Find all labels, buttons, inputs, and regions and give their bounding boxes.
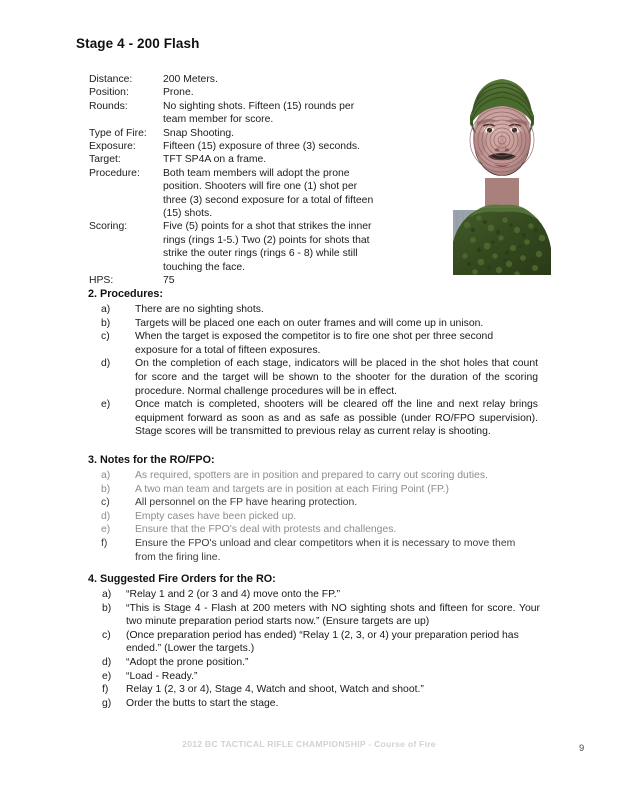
list-item-text: Empty cases have been picked up. (135, 510, 297, 522)
list-item-text: “Relay 1 and 2 (or 3 and 4) move onto the FP.” (126, 589, 341, 600)
list-item-text: “Adopt the prone position.” (126, 656, 249, 668)
spec-value: Prone. (163, 87, 194, 99)
spec-value: TFT SP4A on a frame. (163, 154, 267, 166)
spec-row (89, 167, 379, 221)
spec-label: Target: (89, 154, 121, 166)
list-item-text: (Once preparation period has ended) “Relay 1 (2, 3, or 4) your preparation period has ended.” (Lower the targets.) (126, 629, 519, 655)
spec-label: Type of Fire: (89, 127, 147, 139)
spec-value: Five (5) points for a shot that strikes the inner rings (rings 1-5.) Two (2) points for shots that strike the outer rings (rings 6 - 8) while still touching the face. (163, 221, 372, 273)
page-title: Stage 4 - 200 Flash (76, 36, 200, 51)
list-item-text: Once match is completed, shooters will be cleared off the line and next relay brings equipment forward as soon as and as safe as possible (under RO/FPO supervision). Stage scores will be transmitted to previous relay as current relay is shooting. (135, 399, 538, 438)
procedures-list (88, 303, 540, 439)
list-marker: b) (101, 317, 111, 329)
list-marker: a) (102, 589, 112, 600)
list-marker: a) (101, 470, 111, 481)
list-item (88, 588, 540, 602)
spec-row (89, 100, 379, 127)
spec-label: HPS: (89, 275, 114, 287)
stage-specifications (89, 73, 379, 288)
spec-label: Procedure: (89, 167, 140, 179)
list-item (88, 523, 540, 537)
list-marker: f) (102, 684, 109, 696)
list-item (88, 330, 540, 357)
list-item (88, 683, 540, 697)
list-item-text: Targets will be placed one each on outer frames and will come up in unison. (135, 317, 484, 329)
spec-value: 75 (163, 275, 175, 287)
list-marker: c) (101, 497, 110, 509)
list-marker: c) (101, 331, 110, 343)
list-item-text: As required, spotters are in position and prepared to carry out scoring duties. (135, 470, 488, 481)
spec-label: Distance: (89, 74, 133, 85)
list-item (88, 670, 540, 684)
spec-row (89, 86, 379, 99)
list-item-text: On the completion of each stage, indicators will be placed in the shot holes that count for score and the target will be shown to the shooter for the duration of the scoring procedure. Normal challenge procedures will be in effect. (135, 358, 538, 397)
list-item (88, 537, 540, 564)
list-item-text: There are no sighting shots. (135, 304, 264, 315)
list-item (88, 496, 540, 510)
spec-value: 200 Meters. (163, 74, 218, 85)
section-fire-orders (88, 573, 540, 710)
list-marker: f) (101, 537, 108, 549)
list-item (88, 357, 540, 398)
list-item (88, 303, 540, 317)
list-marker: e) (101, 399, 111, 411)
list-marker: d) (102, 656, 112, 668)
fire-orders-list (88, 588, 540, 710)
list-item (88, 483, 540, 497)
section-title: 3. Notes for the RO/FPO: (88, 454, 215, 466)
spec-label: Exposure: (89, 141, 136, 153)
list-item-text: Order the butts to start the stage. (126, 697, 279, 709)
spec-value: Both team members will adopt the prone position. Shooters will fire one (1) shot per three (3) second exposure for a total of fifteen (15) shots. (163, 167, 374, 220)
spec-row (89, 153, 379, 166)
list-item (88, 629, 540, 656)
section-procedures (88, 288, 540, 439)
section-title: 2. Procedures: (88, 288, 164, 300)
list-item-text: “Load - Ready.” (126, 670, 198, 682)
spec-label: Rounds: (89, 100, 128, 112)
list-marker: g) (102, 697, 112, 709)
list-marker: b) (101, 483, 111, 495)
spec-row (89, 73, 379, 86)
spec-label: Position: (89, 87, 129, 99)
spec-row (89, 274, 379, 287)
list-item-text: Ensure the FPO's unload and clear competitors when it is necessary to move them from the firing line. (135, 537, 516, 563)
list-item (88, 317, 540, 331)
spec-value: Fifteen (15) exposure of three (3) seconds. (163, 141, 360, 153)
section-notes-ro-fpo (88, 454, 540, 564)
spec-row (89, 127, 379, 140)
list-item-text: “This is Stage 4 - Flash at 200 meters with NO sighting shots and fifteen for score. Your two minute preparation period starts now.” (Ensure targets are up) (126, 602, 540, 628)
spec-label: Scoring: (89, 221, 128, 233)
page-footer: 2012 BC TACTICAL RIFLE CHAMPIONSHIP - Course of Fire (182, 739, 436, 749)
section-title: 4. Suggested Fire Orders for the RO: (88, 573, 276, 585)
list-item-text: When the target is exposed the competitor is to fire one shot per three second exposure for a total of fifteen exposures. (135, 331, 494, 356)
list-marker: c) (102, 629, 111, 641)
list-item-text: A two man team and targets are in position at each Firing Point (FP.) (135, 483, 449, 495)
list-item (88, 602, 540, 629)
spec-value: Snap Shooting. (163, 127, 235, 139)
list-marker: d) (101, 510, 111, 522)
spec-value: No sighting shots. Fifteen (15) rounds per team member for score. (163, 100, 355, 126)
list-marker: b) (102, 602, 112, 614)
list-marker: a) (101, 304, 111, 315)
list-marker: e) (102, 670, 112, 682)
list-marker: e) (101, 524, 111, 536)
spec-row (89, 220, 379, 274)
list-item-text: Ensure that the FPO's deal with protests and challenges. (135, 524, 397, 536)
list-item (88, 697, 540, 711)
page-number: 9 (579, 742, 585, 753)
spec-row (89, 140, 379, 153)
list-item (88, 398, 540, 439)
target-photo-image (447, 60, 557, 275)
list-marker: d) (101, 358, 111, 370)
list-item (88, 656, 540, 670)
notes-list (88, 469, 540, 564)
list-item-text: All personnel on the FP have hearing protection. (135, 497, 358, 509)
list-item (88, 510, 540, 524)
list-item-text: Relay 1 (2, 3 or 4), Stage 4, Watch and shoot, Watch and shoot.” (126, 684, 424, 696)
list-item (88, 469, 540, 483)
